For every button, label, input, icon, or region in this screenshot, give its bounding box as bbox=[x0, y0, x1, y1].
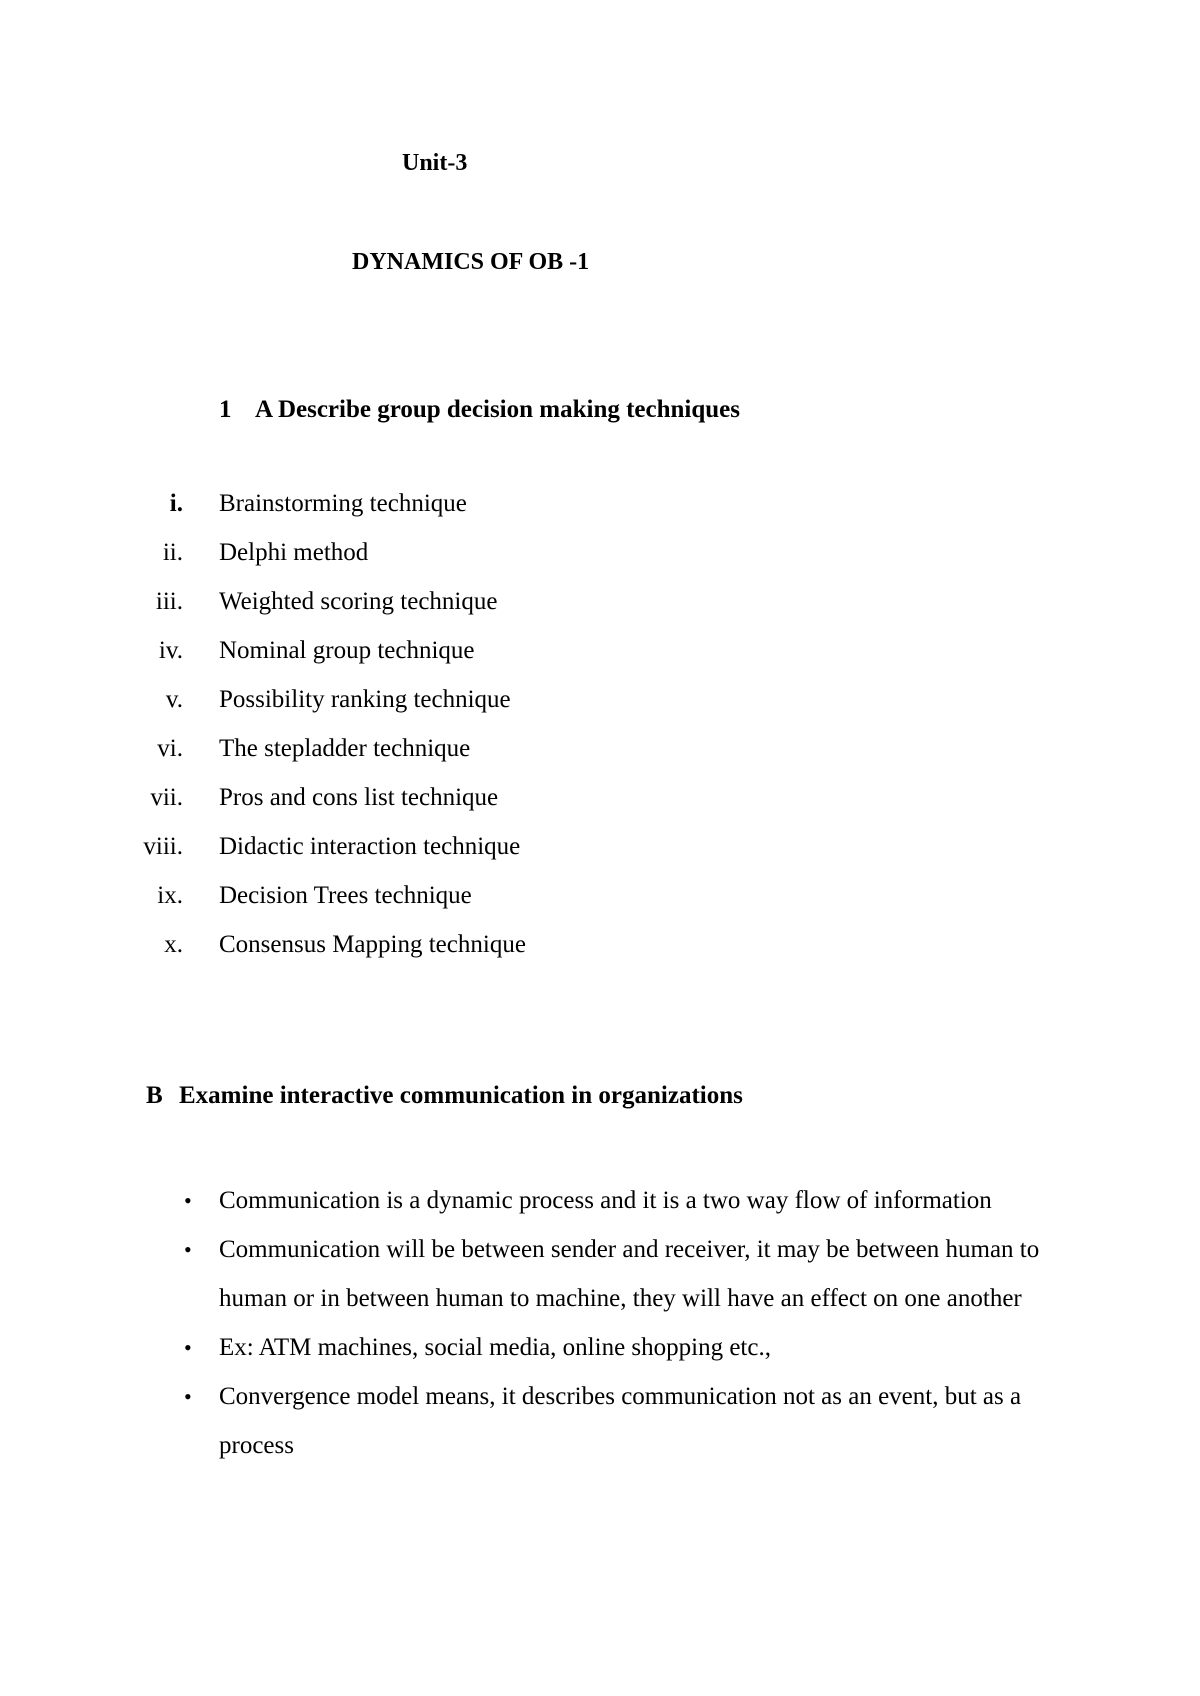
list-marker: x. bbox=[164, 931, 183, 958]
list-marker: i. bbox=[169, 490, 183, 517]
bullet-icon: • bbox=[184, 1384, 192, 1409]
list-item-text: Pros and cons list technique bbox=[219, 784, 499, 811]
question-a-label: A bbox=[255, 396, 272, 423]
list-item-text: Didactic interaction technique bbox=[219, 833, 521, 860]
question-a-text: Describe group decision making techniques bbox=[277, 396, 741, 423]
question-a-heading bbox=[219, 397, 740, 422]
technique-list bbox=[0, 490, 1200, 980]
communication-bullet-list bbox=[0, 1176, 1200, 1470]
list-marker: vi. bbox=[157, 735, 183, 762]
list-item bbox=[0, 833, 1200, 882]
bullet-icon: • bbox=[184, 1237, 192, 1262]
list-item bbox=[0, 588, 1200, 637]
list-item-text: Nominal group technique bbox=[219, 637, 475, 664]
list-item bbox=[0, 490, 1200, 539]
list-item-text: Consensus Mapping technique bbox=[219, 931, 526, 958]
list-item-text: Decision Trees technique bbox=[219, 882, 472, 909]
list-marker: viii. bbox=[143, 833, 183, 860]
list-item bbox=[0, 931, 1200, 980]
list-marker: v. bbox=[165, 686, 183, 713]
bullet-item bbox=[0, 1323, 1200, 1372]
list-marker: ii. bbox=[162, 539, 183, 566]
bullet-text: Communication is a dynamic process and it is a two way flow of information bbox=[219, 1187, 992, 1214]
bullet-text: Communication will be between sender and receiver, it may be between human to human or in between human to machine, they will have an effect on one another bbox=[219, 1236, 1040, 1312]
list-marker: iii. bbox=[155, 588, 183, 615]
bullet-text: Ex: ATM machines, social media, online shopping etc., bbox=[219, 1334, 771, 1361]
list-item bbox=[0, 784, 1200, 833]
question-b-text: Examine interactive communication in organizations bbox=[179, 1082, 743, 1109]
bullet-icon: • bbox=[184, 1188, 192, 1213]
list-item bbox=[0, 882, 1200, 931]
bullet-item bbox=[0, 1225, 1200, 1323]
bullet-icon: • bbox=[184, 1335, 192, 1360]
list-item-text: The stepladder technique bbox=[219, 735, 471, 762]
list-item-text: Weighted scoring technique bbox=[219, 588, 498, 615]
list-item bbox=[0, 539, 1200, 588]
list-marker: iv. bbox=[158, 637, 183, 664]
list-marker: ix. bbox=[157, 882, 183, 909]
list-marker: vii. bbox=[150, 784, 183, 811]
section-title: DYNAMICS OF OB -1 bbox=[352, 249, 590, 275]
unit-title: Unit-3 bbox=[402, 150, 468, 176]
question-b-label: B bbox=[146, 1082, 163, 1109]
list-item-text: Delphi method bbox=[219, 539, 369, 566]
list-item bbox=[0, 686, 1200, 735]
bullet-item bbox=[0, 1372, 1200, 1470]
list-item bbox=[0, 735, 1200, 784]
bullet-item bbox=[0, 1176, 1200, 1225]
bullet-text: Convergence model means, it describes communication not as an event, but as a process bbox=[219, 1383, 1022, 1459]
list-item-text: Brainstorming technique bbox=[219, 490, 467, 517]
question-number: 1 bbox=[219, 396, 232, 423]
list-item-text: Possibility ranking technique bbox=[219, 686, 511, 713]
question-b-heading bbox=[146, 1083, 743, 1108]
list-item bbox=[0, 637, 1200, 686]
